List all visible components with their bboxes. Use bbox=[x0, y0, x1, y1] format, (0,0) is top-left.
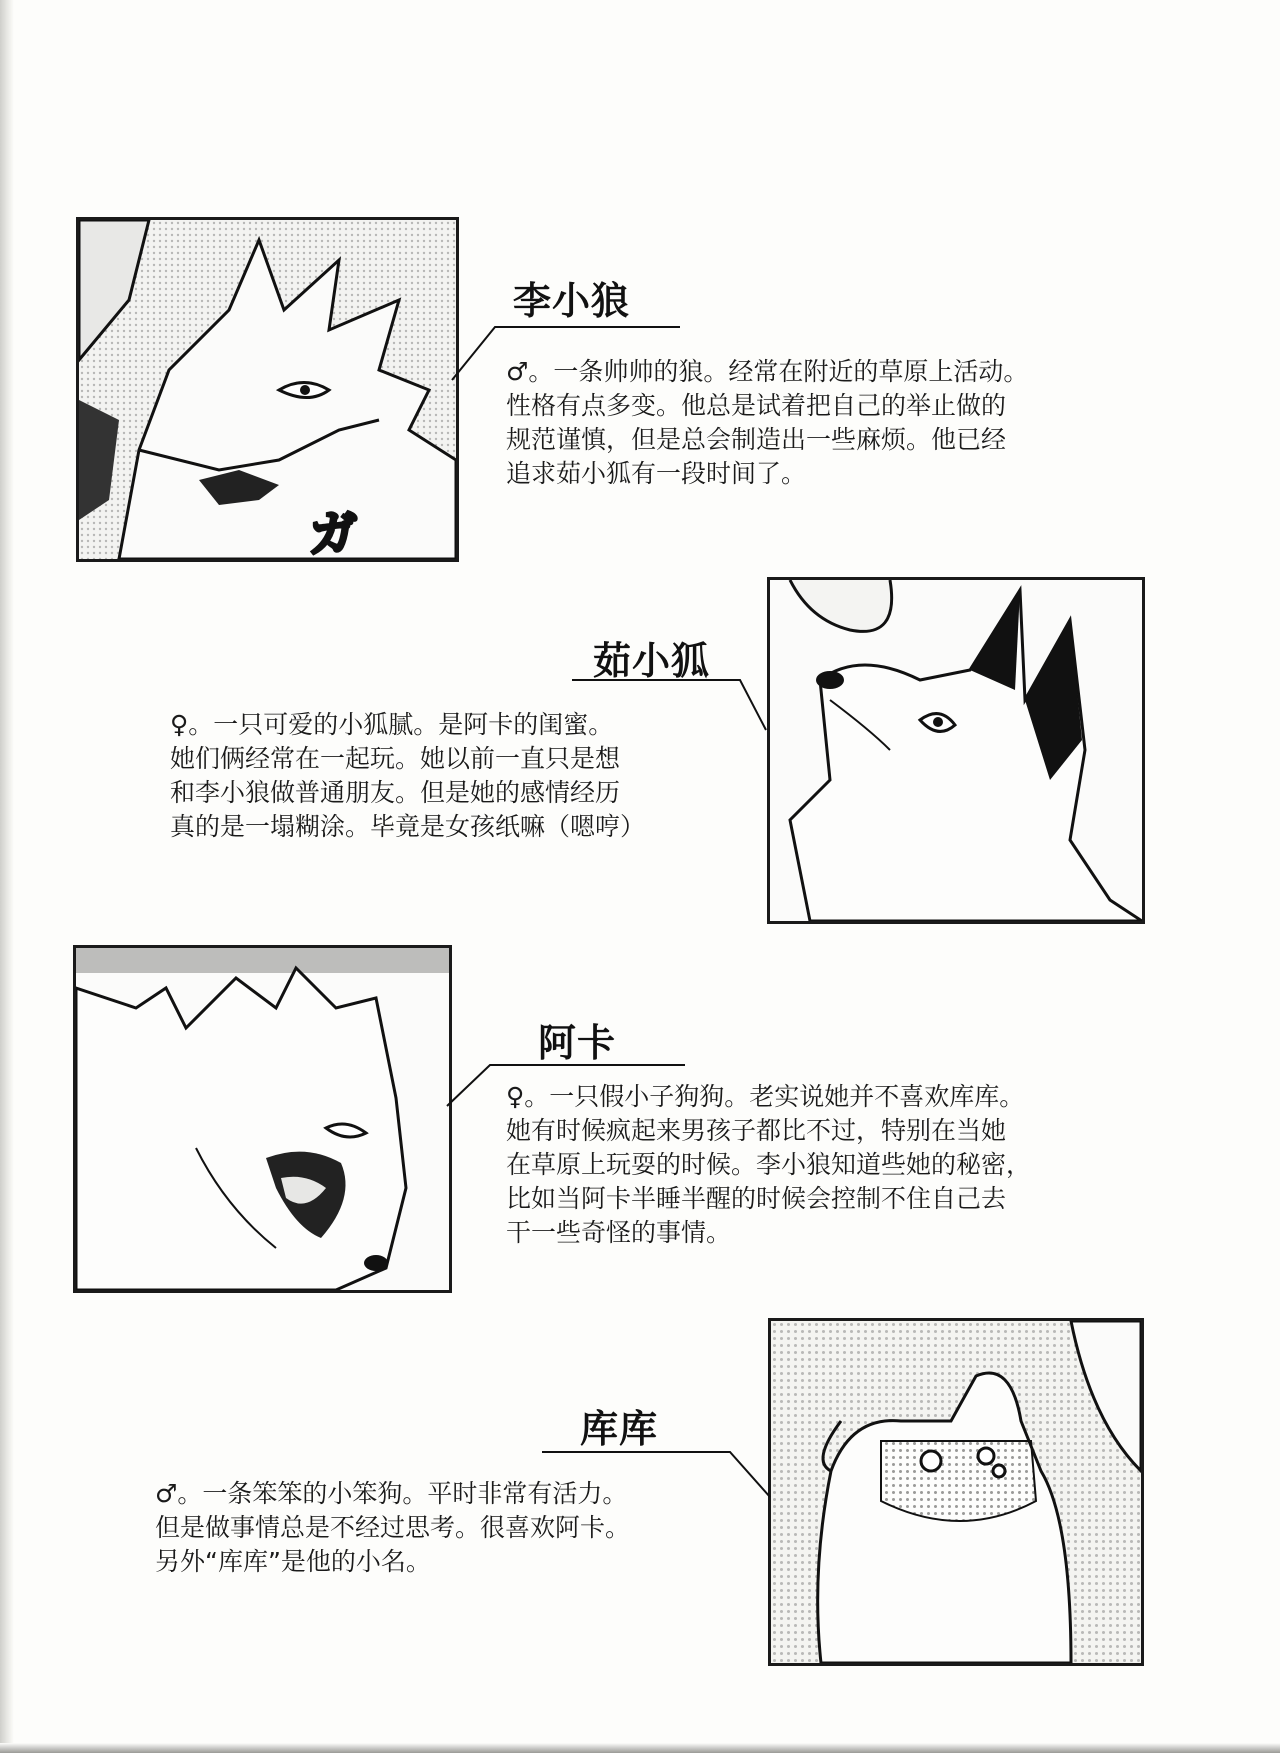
description-line: 和李小狼做普通朋友。但是她的感情经历 bbox=[170, 778, 621, 807]
description-line: 规范谨慎，但是总会制造出一些麻烦。他已经 bbox=[506, 425, 1007, 454]
dog-portrait-panel bbox=[73, 945, 452, 1293]
description-line: ♀。一只可爱的小狐腻。是阿卡的闺蜜。 bbox=[170, 710, 614, 739]
description-line: 她有时候疯起来男孩子都比不过，特别在当她 bbox=[506, 1116, 1007, 1145]
character-name-ru-xiaohu: 茹小狐 bbox=[593, 639, 711, 683]
description-line: 真的是一塌糊涂。毕竟是女孩纸嘛（嗯哼） bbox=[170, 812, 646, 841]
fox-portrait-panel bbox=[767, 577, 1145, 924]
description-line: 性格有点多变。他总是试着把自己的举止做的 bbox=[506, 391, 1007, 420]
dog-portrait-illustration bbox=[76, 948, 449, 1290]
description-line: 但是做事情总是不经过思考。很喜欢阿卡。 bbox=[155, 1513, 631, 1542]
character-name-a-ka: 阿卡 bbox=[538, 1021, 617, 1065]
description-line: 在草原上玩耍的时候。李小狼知道些她的秘密， bbox=[506, 1150, 1032, 1179]
character-description-ku-ku bbox=[155, 1477, 630, 1579]
wolf-portrait-panel bbox=[76, 217, 459, 562]
character-description-ru-xiaohu bbox=[170, 708, 645, 844]
description-line: 干一些奇怪的事情。 bbox=[506, 1218, 732, 1247]
character-name-li-xiaolang: 李小狼 bbox=[513, 279, 631, 323]
character-description-li-xiaolang bbox=[506, 355, 1028, 491]
description-line: 另外“库库”是他的小名。 bbox=[155, 1547, 431, 1576]
puppy-portrait-illustration bbox=[771, 1321, 1141, 1663]
description-line: ♂。一条笨笨的小笨狗。平时非常有活力。 bbox=[155, 1479, 628, 1508]
sound-effect-text: ガ bbox=[309, 506, 358, 559]
wolf-portrait-illustration bbox=[79, 220, 456, 559]
puppy-portrait-panel bbox=[768, 1318, 1144, 1666]
page-binding-edge bbox=[0, 0, 14, 1753]
description-line: ♂。一条帅帅的狼。经常在附近的草原上活动。 bbox=[506, 357, 1029, 386]
character-name-ku-ku: 库库 bbox=[580, 1407, 659, 1451]
description-line: 追求茹小狐有一段时间了。 bbox=[506, 459, 807, 488]
character-description-a-ka bbox=[506, 1080, 1031, 1250]
description-line: 比如当阿卡半睡半醒的时候会控制不住自己去 bbox=[506, 1184, 1007, 1213]
description-line: 她们俩经常在一起玩。她以前一直只是想 bbox=[170, 744, 621, 773]
fox-portrait-illustration bbox=[770, 580, 1142, 921]
page-bottom-edge bbox=[0, 1743, 1280, 1753]
description-line: ♀。一只假小子狗狗。老实说她并不喜欢库库。 bbox=[506, 1082, 1025, 1111]
